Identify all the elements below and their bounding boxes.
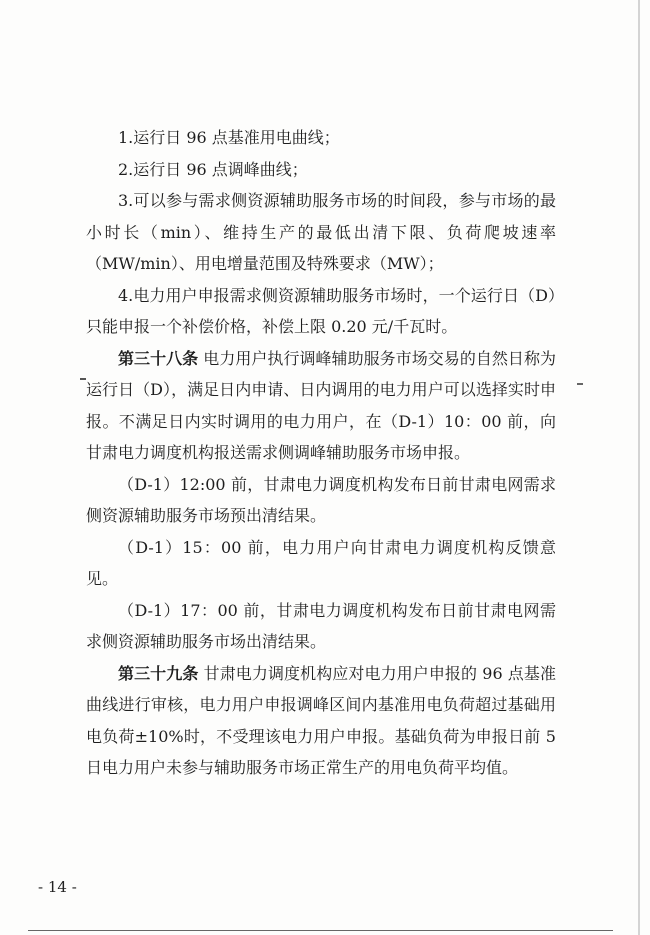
page-number: - 14 - — [38, 878, 77, 896]
article-39-text: 甘肃电力调度机构应对电力用户申报的 96 点基准曲线进行审核，电力用户申报调峰区间内基准用电负荷超过基础用电负荷±10%时，不受理该电力用户申报。基础负荷为申报日前 5 日电力用户未参与辅助服务市场正常生产的用电负荷平均值。 — [86, 663, 556, 777]
list-item-3: 3.可以参与需求侧资源辅助服务市场的时间段，参与市场的最小时长（min）、维持生产的最低出清下限、负荷爬坡速率（MW/min）、用电增量范围及特殊要求（MW）； — [86, 191, 556, 273]
schedule-1700: （D-1）17：00 前，甘肃电力调度机构发布日前甘肃电网需求侧资源辅助服务市场出清结果。 — [86, 600, 556, 651]
article-38-text: 电力用户执行调峰辅助服务市场交易的自然日称为运行日（D），满足日内申请、日内调用的电力用户可以选择实时申报。不满足日内实时调用的电力用户，在（D-1）10：00 前，向甘肃电力调度机构报送需求侧调峰辅助服务市场申报。 — [86, 348, 556, 462]
article-38 — [86, 343, 556, 469]
schedule-1200: （D-1）12:00 前，甘肃电力调度机构发布日前甘肃电网需求侧资源辅助服务市场预出清结果。 — [86, 474, 556, 525]
scan-edge — [638, 0, 640, 935]
footer-rule — [28, 930, 613, 931]
list-item-1: 1.运行日 96 点基准用电曲线； — [118, 128, 340, 147]
list-item-2: 2.运行日 96 点调峰曲线； — [118, 159, 308, 179]
article-39-heading: 第三十九条 — [118, 663, 199, 683]
scan-mark-right — [577, 383, 583, 385]
article-39 — [86, 658, 556, 784]
list-item-4: 4.电力用户申报需求侧资源辅助服务市场时，一个运行日（D）只能申报一个补偿价格，补偿上限 0.20 元/千瓦时。 — [86, 285, 556, 336]
schedule-1500: （D-1）15：00 前，电力用户向甘肃电力调度机构反馈意见。 — [86, 537, 556, 588]
article-38-heading: 第三十八条 — [118, 348, 199, 368]
document-body — [86, 122, 556, 784]
